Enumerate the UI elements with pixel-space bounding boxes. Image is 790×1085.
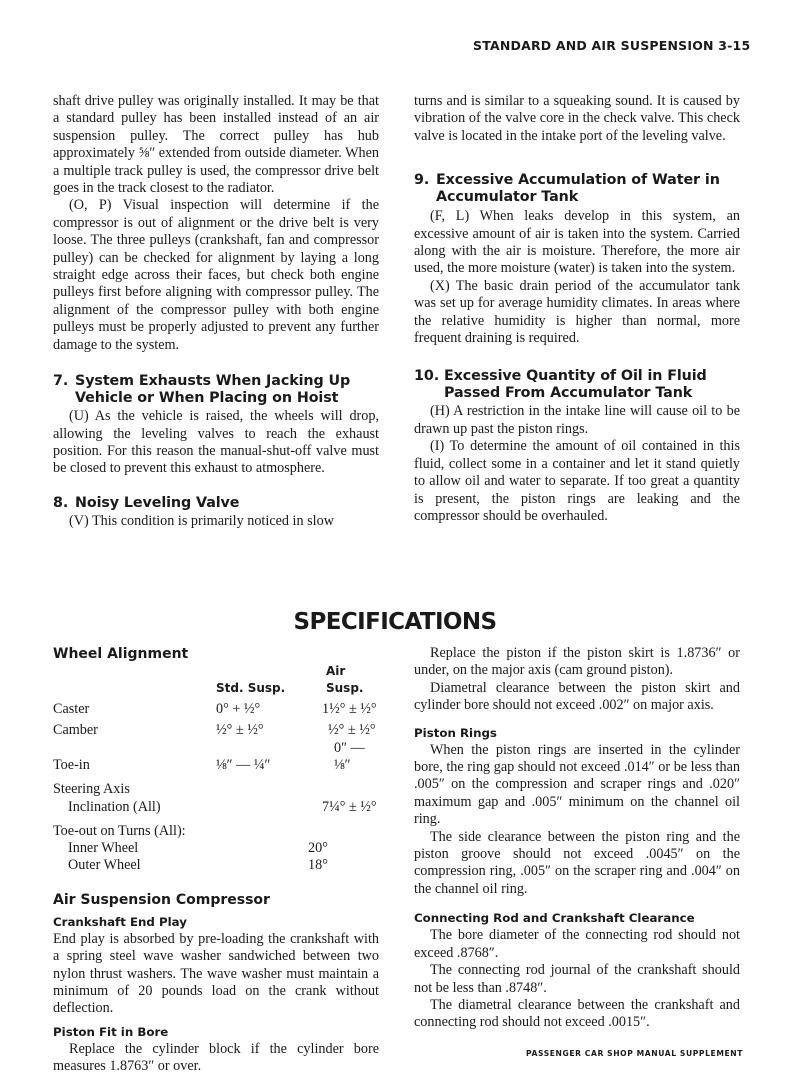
end-play-heading: Crankshaft End Play bbox=[53, 914, 187, 929]
row-label: Toe-in bbox=[53, 757, 90, 774]
table-row bbox=[53, 857, 383, 874]
wheel-alignment-heading: Wheel Alignment bbox=[53, 646, 189, 662]
section-heading-9 bbox=[414, 172, 740, 206]
paragraph: Diametral clearance between the piston skirt and cylinder bore should not exceed .002″ on major axis. bbox=[414, 679, 740, 714]
paragraph: The side clearance between the piston ring and the piston groove should not exceed .0045″ on the compression ring, .005″ on the scraper ring and .004″ on the channel oil ring. bbox=[414, 828, 740, 897]
page-footer: PASSENGER CAR SHOP MANUAL SUPPLEMENT bbox=[526, 1049, 743, 1058]
row-label: Inclination (All) bbox=[68, 798, 161, 815]
connecting-rod-heading: Connecting Rod and Crankshaft Clearance bbox=[414, 911, 695, 926]
paragraph: (V) This condition is primarily noticed in slow bbox=[69, 512, 334, 529]
section-number: 9. bbox=[414, 172, 430, 189]
paragraph: turns and is similar to a squeaking sound. It is caused by vibration of the valve core in the check valve. This check valve is located in the intake port of the leveling valve. bbox=[414, 93, 740, 144]
outer-wheel-value: 18° bbox=[308, 857, 328, 874]
column-header-air: Air Susp. bbox=[326, 664, 364, 696]
air-value: 0″ — ⅛″ bbox=[334, 739, 365, 774]
paragraph: (F, L) When leaks develop in this system, an excessive amount of air is taken into the system. Carried along with the air is moisture. Therefore, the more air used, the more moisture (water) is taken into the system. bbox=[414, 208, 740, 277]
table-row bbox=[53, 840, 383, 857]
section-heading-10 bbox=[414, 368, 740, 402]
section-title-line1: Excessive Quantity of Oil in Fluid bbox=[444, 368, 707, 385]
paragraph: (H) A restriction in the intake line will cause oil to be drawn up past the piston rings. bbox=[414, 403, 740, 437]
left-column-bottom bbox=[53, 645, 379, 1076]
section-title-line1: Noisy Leveling Valve bbox=[75, 494, 240, 511]
table-row bbox=[53, 775, 383, 799]
section-title-line2: Passed From Accumulator Tank bbox=[444, 385, 693, 402]
piston-rings-heading: Piston Rings bbox=[414, 725, 497, 740]
air-value: 7¼° ± ½° bbox=[322, 798, 377, 815]
compressor-heading: Air Suspension Compressor bbox=[53, 891, 270, 908]
inner-wheel-value: 20° bbox=[308, 840, 328, 857]
section-number: 10. bbox=[414, 368, 440, 385]
row-label: Inner Wheel bbox=[68, 840, 139, 857]
table-row bbox=[53, 816, 383, 840]
value bbox=[210, 857, 383, 874]
row-label: Camber bbox=[53, 722, 98, 739]
table-header-row bbox=[53, 663, 383, 698]
paragraph: (X) The basic drain period of the accumulator tank was set up for average humidity climates. In areas where the relative humidity is higher than normal, more frequent draining is required. bbox=[414, 277, 740, 347]
section-heading-8 bbox=[53, 495, 379, 512]
left-column-top bbox=[53, 93, 379, 530]
std-value: ½° ± ½° bbox=[216, 722, 264, 739]
right-column-top bbox=[414, 93, 740, 525]
section-title-line2: Vehicle or When Placing on Hoist bbox=[75, 390, 339, 407]
std-value bbox=[210, 799, 316, 816]
section-title-line1: Excessive Accumulation of Water in bbox=[436, 172, 720, 189]
table-row bbox=[53, 740, 383, 775]
piston-fit-heading: Piston Fit in Bore bbox=[53, 1024, 169, 1039]
paragraph: The connecting rod journal of the crankshaft should not be less than .8748″. bbox=[414, 962, 740, 996]
right-column-bottom bbox=[414, 645, 740, 1032]
section-title-line1: System Exhausts When Jacking Up bbox=[75, 373, 351, 390]
specifications-title: SPECIFICATIONS bbox=[293, 609, 497, 635]
row-label: Caster bbox=[53, 701, 90, 718]
std-value: 0° + ½° bbox=[216, 701, 261, 718]
paragraph: When the piston rings are inserted in the cylinder bore, the ring gap should not exceed .014″ or be less than .005″ on the compression and scraper rings and .020″ maximum gap and .005″ minimum on the channel oil ring. bbox=[414, 741, 740, 828]
row-label: Outer Wheel bbox=[68, 857, 141, 874]
paragraph: shaft drive pulley was originally installed. It may be that a standard pulley has been installed instead of an air suspension pulley. The correct pulley has hub approximately ⅝″ extended from outside diameter. When a multiple track pulley is used, the compressor drive belt goes in the track closest to the radiator. bbox=[53, 93, 379, 197]
table-row bbox=[53, 719, 383, 740]
value bbox=[210, 840, 383, 857]
paragraph: (O, P) Visual inspection will determine if the compressor is out of alignment or the drive belt is very loose. The three pulleys (crankshaft, fan and compressor pulley) can be checked for alignment by laying a long straight edge across their faces, but check both engine pulleys first before aligning with compressor pulley. The alignment of the compressor pulley with both engine pulleys must be properly adjusted to prevent any further damage to the system. bbox=[53, 197, 379, 353]
section-heading-7 bbox=[53, 373, 379, 407]
paragraph: End play is absorbed by pre-loading the crankshaft with a spring steel wave washer sandwiched between two nylon thrust washers. The wave washer must maintain a minimum of 20 pounds load on the crank without deflection. bbox=[53, 930, 379, 1017]
table-row bbox=[53, 698, 383, 719]
paragraph: (U) As the vehicle is raised, the wheels will drop, allowing the leveling valves to reach the exhaust position. For this reason the manual-shut-off valve must be closed to prevent this exhaust to atmosphere. bbox=[53, 408, 379, 477]
column-header-std: Std. Susp. bbox=[216, 681, 286, 696]
paragraph: The diametral clearance between the crankshaft and connecting rod should not exceed .0015″. bbox=[414, 996, 740, 1031]
air-value: ½° ± ½° bbox=[328, 722, 376, 739]
paragraph: The bore diameter of the connecting rod should not exceed .8768″. bbox=[414, 927, 740, 961]
wheel-alignment-table bbox=[53, 663, 383, 875]
std-value: ⅛″ — ¼″ bbox=[216, 757, 271, 774]
air-value: 1½° ± ½° bbox=[322, 701, 377, 718]
paragraph: Replace the piston if the piston skirt is 1.8736″ or under, on the major axis (cam ground piston). bbox=[414, 645, 740, 679]
table-row bbox=[53, 799, 383, 816]
paragraph: Replace the cylinder block if the cylinder bore measures 1.8763″ or over. bbox=[53, 1040, 379, 1075]
row-label: Toe-out on Turns (All): bbox=[53, 822, 186, 839]
column-header-label bbox=[53, 663, 210, 698]
paragraph: (I) To determine the amount of oil contained in this fluid, collect some in a container and let it stand quietly to allow oil and water to separate. If too great a quantity is present, the piston rings are leaking and the compressor should be overhauled. bbox=[414, 438, 740, 524]
section-number: 8. bbox=[53, 494, 69, 511]
section-title-line2: Accumulator Tank bbox=[436, 189, 579, 206]
row-label: Steering Axis bbox=[53, 781, 130, 798]
section-number: 7. bbox=[53, 373, 69, 390]
running-head: STANDARD AND AIR SUSPENSION 3-15 bbox=[473, 38, 751, 53]
